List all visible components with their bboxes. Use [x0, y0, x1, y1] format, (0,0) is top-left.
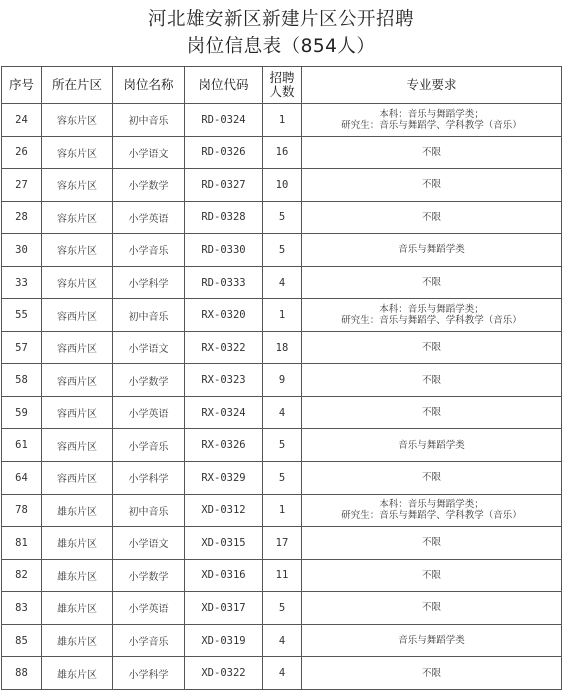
cell-position: 小学数学 — [113, 364, 185, 397]
cell-code: RD-0330 — [185, 234, 263, 267]
cell-requirement — [302, 527, 562, 560]
cell-requirement — [302, 169, 562, 202]
table-row — [2, 234, 562, 267]
cell-area: 雄东片区 — [42, 624, 113, 657]
cell-requirement — [302, 299, 562, 332]
cell-area: 容西片区 — [42, 429, 113, 462]
cell-area: 雄东片区 — [42, 527, 113, 560]
cell-area: 容西片区 — [42, 462, 113, 495]
cell-position: 小学英语 — [113, 396, 185, 429]
cell-area: 容西片区 — [42, 331, 113, 364]
cell-area: 容西片区 — [42, 299, 113, 332]
requirement-line-1: 不限 — [421, 342, 441, 354]
cell-count: 4 — [263, 624, 302, 657]
cell-position: 初中音乐 — [113, 299, 185, 332]
cell-requirement — [302, 429, 562, 462]
cell-seq: 85 — [2, 624, 42, 657]
cell-code: RX-0322 — [185, 331, 263, 364]
cell-count: 5 — [263, 592, 302, 625]
cell-requirement — [302, 494, 562, 527]
cell-code: XD-0322 — [185, 657, 263, 690]
cell-seq: 83 — [2, 592, 42, 625]
cell-code: RX-0323 — [185, 364, 263, 397]
cell-seq: 64 — [2, 462, 42, 495]
cell-requirement — [302, 104, 562, 137]
cell-code: XD-0317 — [185, 592, 263, 625]
table-row — [2, 201, 562, 234]
cell-code: RD-0326 — [185, 136, 263, 169]
cell-requirement — [302, 559, 562, 592]
cell-position: 小学数学 — [113, 559, 185, 592]
cell-count: 9 — [263, 364, 302, 397]
cell-area: 雄东片区 — [42, 559, 113, 592]
cell-area: 雄东片区 — [42, 592, 113, 625]
cell-code: XD-0315 — [185, 527, 263, 560]
cell-code: RD-0328 — [185, 201, 263, 234]
cell-requirement — [302, 201, 562, 234]
table-row — [2, 266, 562, 299]
cell-code: RX-0324 — [185, 396, 263, 429]
cell-position: 初中音乐 — [113, 104, 185, 137]
table-row — [2, 494, 562, 527]
cell-count: 16 — [263, 136, 302, 169]
cell-seq: 81 — [2, 527, 42, 560]
table-row — [2, 169, 562, 202]
cell-area: 容东片区 — [42, 266, 113, 299]
cell-seq: 33 — [2, 266, 42, 299]
table-row — [2, 104, 562, 137]
cell-seq: 27 — [2, 169, 42, 202]
cell-position: 小学科学 — [113, 462, 185, 495]
header-count-line-1: 招聘 — [269, 70, 295, 85]
cell-count: 4 — [263, 396, 302, 429]
table-row — [2, 299, 562, 332]
cell-count: 18 — [263, 331, 302, 364]
requirement-line-1: 不限 — [421, 277, 441, 288]
table-row — [2, 559, 562, 592]
table-row — [2, 657, 562, 690]
table-row — [2, 364, 562, 397]
cell-code: RD-0333 — [185, 266, 263, 299]
title-line-2: 岗位信息表（854人） — [186, 36, 376, 57]
cell-area: 容东片区 — [42, 234, 113, 267]
requirement-line-2: 研究生：音乐与舞蹈学、学科教学（音乐） — [341, 315, 522, 327]
cell-seq: 28 — [2, 201, 42, 234]
cell-position: 小学科学 — [113, 657, 185, 690]
header-seq: 序号 — [2, 67, 42, 104]
requirement-line-1: 不限 — [421, 179, 441, 191]
cell-requirement — [302, 462, 562, 495]
cell-area: 雄东片区 — [42, 494, 113, 527]
table-row — [2, 462, 562, 495]
cell-seq: 59 — [2, 396, 42, 429]
cell-position: 小学语文 — [113, 136, 185, 169]
cell-seq: 26 — [2, 136, 42, 169]
requirement-line-2: 研究生：音乐与舞蹈学、学科教学（音乐） — [341, 119, 522, 131]
cell-position: 小学数学 — [113, 169, 185, 202]
cell-seq: 55 — [2, 299, 42, 332]
cell-code: RD-0327 — [185, 169, 263, 202]
cell-seq: 24 — [2, 104, 42, 137]
cell-area: 容西片区 — [42, 364, 113, 397]
cell-area: 雄东片区 — [42, 657, 113, 690]
table-body — [2, 104, 562, 690]
cell-count: 5 — [263, 201, 302, 234]
requirement-line-1: 音乐与舞蹈学类 — [398, 244, 465, 256]
cell-count: 1 — [263, 494, 302, 527]
requirement-line-1: 不限 — [421, 569, 441, 581]
cell-position: 小学语文 — [113, 331, 185, 364]
cell-position: 小学音乐 — [113, 234, 185, 267]
cell-requirement — [302, 234, 562, 267]
cell-code: RX-0329 — [185, 462, 263, 495]
cell-requirement — [302, 364, 562, 397]
cell-position: 小学音乐 — [113, 624, 185, 657]
requirement-line-1: 不限 — [421, 211, 441, 223]
table-row — [2, 396, 562, 429]
cell-position: 小学英语 — [113, 592, 185, 625]
document-title — [0, 6, 562, 60]
cell-count: 11 — [263, 559, 302, 592]
cell-seq: 57 — [2, 331, 42, 364]
cell-count: 5 — [263, 462, 302, 495]
cell-position: 小学音乐 — [113, 429, 185, 462]
cell-count: 5 — [263, 429, 302, 462]
cell-area: 容东片区 — [42, 169, 113, 202]
cell-count: 17 — [263, 527, 302, 560]
cell-code: RX-0326 — [185, 429, 263, 462]
cell-requirement — [302, 136, 562, 169]
cell-area: 容东片区 — [42, 104, 113, 137]
requirement-line-1: 不限 — [421, 407, 441, 419]
header-position: 岗位名称 — [113, 67, 185, 104]
requirement-line-1: 不限 — [421, 472, 441, 484]
cell-seq: 82 — [2, 559, 42, 592]
cell-area: 容东片区 — [42, 201, 113, 234]
requirement-line-1: 不限 — [421, 667, 441, 679]
cell-requirement — [302, 624, 562, 657]
cell-requirement — [302, 657, 562, 690]
cell-seq: 78 — [2, 494, 42, 527]
cell-count: 5 — [263, 234, 302, 267]
cell-area: 容东片区 — [42, 136, 113, 169]
cell-count: 10 — [263, 169, 302, 202]
cell-requirement — [302, 592, 562, 625]
cell-position: 初中音乐 — [113, 494, 185, 527]
header-code: 岗位代码 — [185, 67, 263, 104]
cell-count: 4 — [263, 266, 302, 299]
cell-requirement — [302, 396, 562, 429]
requirement-line-1: 音乐与舞蹈学类 — [398, 635, 465, 647]
requirement-line-1: 音乐与舞蹈学类 — [398, 439, 465, 451]
cell-code: XD-0312 — [185, 494, 263, 527]
cell-area: 容西片区 — [42, 396, 113, 429]
cell-count: 1 — [263, 104, 302, 137]
cell-requirement — [302, 266, 562, 299]
table-row — [2, 136, 562, 169]
table-header-row — [2, 67, 562, 104]
cell-seq: 88 — [2, 657, 42, 690]
header-count-line-2: 人数 — [269, 84, 295, 99]
requirement-line-2: 研究生：音乐与舞蹈学、学科教学（音乐） — [341, 510, 522, 522]
cell-seq: 61 — [2, 429, 42, 462]
table-row — [2, 429, 562, 462]
requirement-line-1: 不限 — [421, 374, 441, 386]
table-row — [2, 331, 562, 364]
cell-position: 小学语文 — [113, 527, 185, 560]
cell-code: XD-0316 — [185, 559, 263, 592]
cell-code: RD-0324 — [185, 104, 263, 137]
cell-seq: 30 — [2, 234, 42, 267]
cell-position: 小学英语 — [113, 201, 185, 234]
cell-requirement — [302, 331, 562, 364]
table-row — [2, 592, 562, 625]
requirement-line-1: 不限 — [421, 602, 441, 614]
cell-count: 4 — [263, 657, 302, 690]
cell-seq: 58 — [2, 364, 42, 397]
requirement-line-1: 本科：音乐与舞蹈学类； — [379, 108, 484, 120]
cell-count: 1 — [263, 299, 302, 332]
requirement-line-1: 本科：音乐与舞蹈学类； — [379, 499, 484, 511]
cell-code: XD-0319 — [185, 624, 263, 657]
header-area: 所在片区 — [42, 67, 113, 104]
title-line-1: 河北雄安新区新建片区公开招聘 — [147, 9, 414, 30]
cell-code: RX-0320 — [185, 299, 263, 332]
positions-table — [1, 66, 562, 690]
requirement-line-1: 不限 — [421, 146, 441, 158]
cell-position: 小学科学 — [113, 266, 185, 299]
table-row — [2, 527, 562, 560]
requirement-line-1: 本科：音乐与舞蹈学类； — [379, 304, 484, 316]
header-requirement: 专业要求 — [302, 67, 562, 104]
table-row — [2, 624, 562, 657]
header-count — [263, 67, 302, 104]
requirement-line-1: 不限 — [421, 537, 441, 549]
